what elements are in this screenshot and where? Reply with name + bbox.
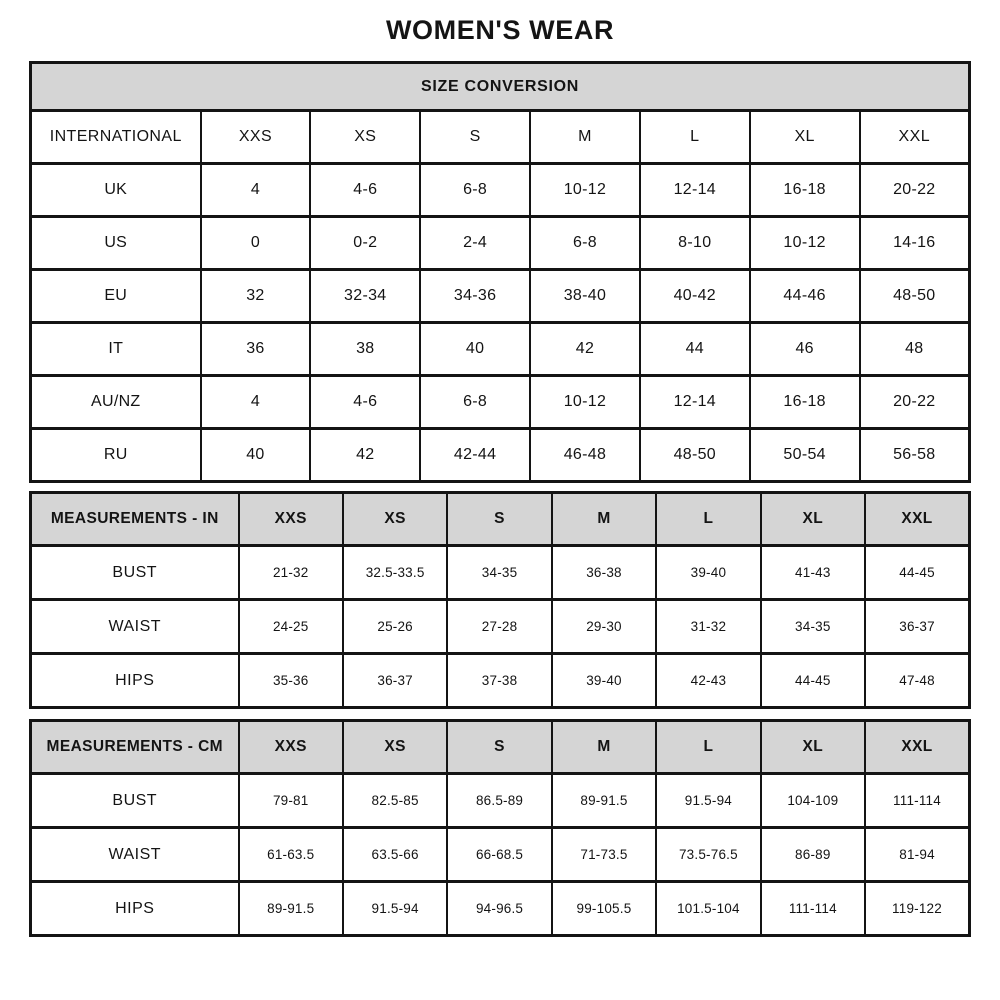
value-cell: 44-45 bbox=[761, 654, 865, 708]
value-cell: 37-38 bbox=[447, 654, 551, 708]
value-cell: 42 bbox=[530, 323, 640, 376]
header-row bbox=[31, 493, 970, 546]
value-cell: 40-42 bbox=[640, 270, 750, 323]
value-cell: 34-36 bbox=[420, 270, 530, 323]
value-cell: 16-18 bbox=[750, 164, 860, 217]
value-cell: 29-30 bbox=[552, 600, 656, 654]
value-cell: 86.5-89 bbox=[447, 774, 551, 828]
value-cell: 46-48 bbox=[530, 429, 640, 482]
row-label-cell: BUST bbox=[31, 774, 239, 828]
size-column-header: XXL bbox=[860, 111, 970, 164]
size-column-header: S bbox=[447, 493, 551, 546]
value-cell: 61-63.5 bbox=[239, 828, 343, 882]
value-cell: 34-35 bbox=[761, 600, 865, 654]
value-cell: 16-18 bbox=[750, 376, 860, 429]
value-cell: 42-44 bbox=[420, 429, 530, 482]
size-column-header: XXS bbox=[239, 493, 343, 546]
value-cell: 12-14 bbox=[640, 164, 750, 217]
value-cell: 104-109 bbox=[761, 774, 865, 828]
table-row bbox=[31, 828, 970, 882]
size-column-header: M bbox=[552, 721, 656, 774]
value-cell: 82.5-85 bbox=[343, 774, 447, 828]
table-row bbox=[31, 774, 970, 828]
row-label-cell: WAIST bbox=[31, 600, 239, 654]
value-cell: 48 bbox=[860, 323, 970, 376]
value-cell: 44-45 bbox=[865, 546, 969, 600]
table-row bbox=[31, 376, 970, 429]
value-cell: 20-22 bbox=[860, 376, 970, 429]
row-label-cell: BUST bbox=[31, 546, 239, 600]
value-cell: 99-105.5 bbox=[552, 882, 656, 936]
value-cell: 50-54 bbox=[750, 429, 860, 482]
row-label-cell: HIPS bbox=[31, 654, 239, 708]
value-cell: 41-43 bbox=[761, 546, 865, 600]
table-row bbox=[31, 600, 970, 654]
value-cell: 36 bbox=[201, 323, 311, 376]
table-row bbox=[31, 429, 970, 482]
value-cell: 48-50 bbox=[860, 270, 970, 323]
row-label-cell: UK bbox=[31, 164, 201, 217]
value-cell: 8-10 bbox=[640, 217, 750, 270]
size-column-header: XS bbox=[343, 721, 447, 774]
size-column-header: XS bbox=[310, 111, 420, 164]
value-cell: 21-32 bbox=[239, 546, 343, 600]
value-cell: 89-91.5 bbox=[239, 882, 343, 936]
table-row bbox=[31, 217, 970, 270]
measurements-cm-table bbox=[29, 719, 971, 937]
value-cell: 79-81 bbox=[239, 774, 343, 828]
value-cell: 63.5-66 bbox=[343, 828, 447, 882]
value-cell: 44-46 bbox=[750, 270, 860, 323]
value-cell: 111-114 bbox=[865, 774, 969, 828]
value-cell: 6-8 bbox=[420, 376, 530, 429]
value-cell: 91.5-94 bbox=[343, 882, 447, 936]
table-row bbox=[31, 323, 970, 376]
row-label-cell: RU bbox=[31, 429, 201, 482]
table-corner-header: INTERNATIONAL bbox=[31, 111, 201, 164]
value-cell: 56-58 bbox=[860, 429, 970, 482]
value-cell: 25-26 bbox=[343, 600, 447, 654]
value-cell: 39-40 bbox=[552, 654, 656, 708]
size-column-header: XXL bbox=[865, 721, 969, 774]
measurements-in-table bbox=[29, 491, 971, 709]
value-cell: 36-37 bbox=[865, 600, 969, 654]
value-cell: 10-12 bbox=[530, 376, 640, 429]
value-cell: 6-8 bbox=[420, 164, 530, 217]
value-cell: 94-96.5 bbox=[447, 882, 551, 936]
value-cell: 14-16 bbox=[860, 217, 970, 270]
size-column-header: L bbox=[640, 111, 750, 164]
size-column-header: XS bbox=[343, 493, 447, 546]
value-cell: 81-94 bbox=[865, 828, 969, 882]
value-cell: 39-40 bbox=[656, 546, 760, 600]
value-cell: 4 bbox=[201, 376, 311, 429]
value-cell: 91.5-94 bbox=[656, 774, 760, 828]
value-cell: 35-36 bbox=[239, 654, 343, 708]
value-cell: 40 bbox=[201, 429, 311, 482]
value-cell: 34-35 bbox=[447, 546, 551, 600]
value-cell: 40 bbox=[420, 323, 530, 376]
value-cell: 86-89 bbox=[761, 828, 865, 882]
size-column-header: XL bbox=[750, 111, 860, 164]
value-cell: 24-25 bbox=[239, 600, 343, 654]
row-label-cell: AU/NZ bbox=[31, 376, 201, 429]
value-cell: 4-6 bbox=[310, 376, 420, 429]
size-column-header: XL bbox=[761, 721, 865, 774]
value-cell: 73.5-76.5 bbox=[656, 828, 760, 882]
value-cell: 89-91.5 bbox=[552, 774, 656, 828]
value-cell: 0-2 bbox=[310, 217, 420, 270]
value-cell: 47-48 bbox=[865, 654, 969, 708]
value-cell: 38-40 bbox=[530, 270, 640, 323]
value-cell: 119-122 bbox=[865, 882, 969, 936]
value-cell: 71-73.5 bbox=[552, 828, 656, 882]
table-corner-header: MEASUREMENTS - CM bbox=[31, 721, 239, 774]
value-cell: 32 bbox=[201, 270, 311, 323]
value-cell: 2-4 bbox=[420, 217, 530, 270]
size-column-header: XXS bbox=[239, 721, 343, 774]
size-column-header: XXL bbox=[865, 493, 969, 546]
value-cell: 111-114 bbox=[761, 882, 865, 936]
value-cell: 6-8 bbox=[530, 217, 640, 270]
row-label-cell: US bbox=[31, 217, 201, 270]
table-corner-header: MEASUREMENTS - IN bbox=[31, 493, 239, 546]
size-column-header: S bbox=[447, 721, 551, 774]
value-cell: 66-68.5 bbox=[447, 828, 551, 882]
row-label-cell: WAIST bbox=[31, 828, 239, 882]
header-row bbox=[31, 111, 970, 164]
page-title: WOMEN'S WEAR bbox=[385, 15, 615, 45]
table-row bbox=[31, 654, 970, 708]
value-cell: 101.5-104 bbox=[656, 882, 760, 936]
value-cell: 48-50 bbox=[640, 429, 750, 482]
value-cell: 12-14 bbox=[640, 376, 750, 429]
header-row bbox=[31, 721, 970, 774]
value-cell: 36-37 bbox=[343, 654, 447, 708]
value-cell: 31-32 bbox=[656, 600, 760, 654]
table-row bbox=[31, 882, 970, 936]
value-cell: 20-22 bbox=[860, 164, 970, 217]
value-cell: 42 bbox=[310, 429, 420, 482]
size-column-header: S bbox=[420, 111, 530, 164]
value-cell: 32-34 bbox=[310, 270, 420, 323]
size-column-header: M bbox=[530, 111, 640, 164]
value-cell: 46 bbox=[750, 323, 860, 376]
size-column-header: XXS bbox=[201, 111, 311, 164]
table-row bbox=[31, 270, 970, 323]
value-cell: 10-12 bbox=[750, 217, 860, 270]
value-cell: 4-6 bbox=[310, 164, 420, 217]
value-cell: 0 bbox=[201, 217, 311, 270]
value-cell: 38 bbox=[310, 323, 420, 376]
row-label-cell: HIPS bbox=[31, 882, 239, 936]
size-column-header: M bbox=[552, 493, 656, 546]
value-cell: 27-28 bbox=[447, 600, 551, 654]
value-cell: 44 bbox=[640, 323, 750, 376]
row-label-cell: EU bbox=[31, 270, 201, 323]
size-column-header: L bbox=[656, 721, 760, 774]
size-column-header: XL bbox=[761, 493, 865, 546]
value-cell: 4 bbox=[201, 164, 311, 217]
table-row bbox=[31, 164, 970, 217]
value-cell: 36-38 bbox=[552, 546, 656, 600]
size-conversion-table bbox=[29, 61, 971, 483]
table-row bbox=[31, 546, 970, 600]
value-cell: 32.5-33.5 bbox=[343, 546, 447, 600]
table-section-title: SIZE CONVERSION bbox=[31, 63, 970, 111]
value-cell: 42-43 bbox=[656, 654, 760, 708]
row-label-cell: IT bbox=[31, 323, 201, 376]
size-column-header: L bbox=[656, 493, 760, 546]
value-cell: 10-12 bbox=[530, 164, 640, 217]
table-title-row bbox=[31, 63, 970, 111]
